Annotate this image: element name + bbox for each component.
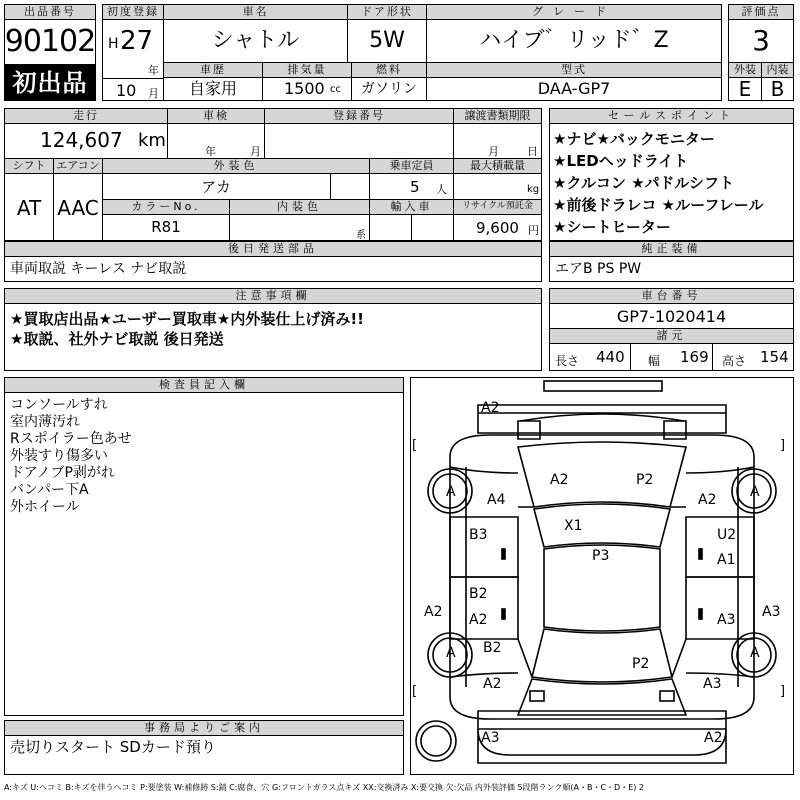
grade-value: ハイブ゛リッド゛Z xyxy=(479,28,669,53)
score-label: 評価点 xyxy=(728,4,794,20)
diagram-mark: A2 xyxy=(481,400,500,416)
diagram-mark: U2 xyxy=(717,527,737,543)
diagram-mark: B3 xyxy=(469,527,488,543)
car-name-label: 車名 xyxy=(163,4,348,20)
later-parts-value: 車両取説 キーレス ナビ取説 xyxy=(10,261,187,277)
max-load-unit: kg xyxy=(527,184,540,195)
notes-lines xyxy=(10,309,540,349)
notes-label: 注意事項欄 xyxy=(4,288,542,304)
door-value: 5W xyxy=(369,28,405,53)
roof-spoiler xyxy=(544,381,662,391)
diagram-mark: A2 xyxy=(424,604,443,620)
transfer-label: 譲渡書類期限 xyxy=(453,108,542,124)
inspector-lines xyxy=(10,397,400,516)
door-label: ドア形状 xyxy=(347,4,427,20)
diagram-mark: A xyxy=(446,484,456,500)
first-reg-era: H xyxy=(108,36,119,52)
ext-color-value: アカ xyxy=(201,178,231,196)
hood-outline xyxy=(478,405,726,433)
diagram-mark: P2 xyxy=(636,472,654,488)
diagram-mark: A xyxy=(446,645,456,661)
aircon-label: エアコン xyxy=(53,158,103,174)
car-diagram xyxy=(410,377,794,775)
max-load-label: 最大積載量 xyxy=(453,158,542,174)
fuel-value: ガソリン xyxy=(361,81,417,97)
grade-label: グレード xyxy=(426,4,722,20)
diagram-mark: A1 xyxy=(717,552,736,568)
import-label: 輸入車 xyxy=(369,199,454,215)
displacement-unit: cc xyxy=(330,84,341,95)
first-listing-badge: 初出品 xyxy=(4,65,96,101)
model-label: 型式 xyxy=(426,62,722,78)
ext-color-label: 外装色 xyxy=(102,158,370,174)
first-reg-month-unit: 月 xyxy=(148,87,159,100)
inspection-label: 車検 xyxy=(167,108,265,124)
shift-value: AT xyxy=(16,196,42,220)
diagram-mark: A2 xyxy=(483,676,502,692)
lot-label: 出品番号 xyxy=(4,4,96,20)
int-color-label: 内装色 xyxy=(229,199,370,215)
mileage-unit: km xyxy=(138,130,166,151)
chassis-value: GP7-1020414 xyxy=(616,307,727,326)
inspector-line: バンパー下A xyxy=(10,482,89,498)
first-reg-year: 27 xyxy=(120,26,154,56)
recycle-unit: 円 xyxy=(528,224,539,237)
shift-label: シフト xyxy=(4,158,54,174)
int-color-unit: 系 xyxy=(356,230,366,241)
later-parts-label: 後日発送部品 xyxy=(4,241,542,257)
bracket-mark: [ xyxy=(412,684,418,699)
bracket-mark: ] xyxy=(780,438,786,453)
selling-point: ★シートヒーター xyxy=(553,218,671,236)
history-label: 車歴 xyxy=(163,62,263,78)
color-no-value: R81 xyxy=(151,218,181,236)
diagram-mark: A3 xyxy=(762,604,781,620)
score-value: 3 xyxy=(752,24,770,57)
selling-point: ★ナビ★バックモニター xyxy=(553,130,715,148)
recycle-label: リサイクル預託金 xyxy=(453,199,542,215)
history-value: 自家用 xyxy=(188,79,237,98)
color-no-label: カラーNo. xyxy=(102,199,230,215)
inspector-line: 室内薄汚れ xyxy=(10,414,80,430)
reg-no-label: 登録番号 xyxy=(264,108,454,124)
int-label: 内装 xyxy=(761,62,794,78)
note-line: ★取説、社外ナビ取説 後日発送 xyxy=(10,330,224,348)
ext-label: 外装 xyxy=(728,62,762,78)
diagram-mark: P3 xyxy=(592,548,610,564)
genuine-label: 純正装備 xyxy=(549,241,794,257)
bracket-mark: [ xyxy=(412,438,418,453)
diagram-mark: B2 xyxy=(483,640,502,656)
model-value: DAA-GP7 xyxy=(537,79,611,98)
inspector-label: 検査員記入欄 xyxy=(4,377,404,393)
diagram-mark: A xyxy=(750,484,760,500)
capacity-label: 乗車定員 xyxy=(369,158,454,174)
diagram-mark: A2 xyxy=(550,472,569,488)
diagram-mark: A3 xyxy=(481,730,500,746)
recycle-value: 9,600 xyxy=(476,219,519,237)
fuel-label: 燃料 xyxy=(351,62,427,78)
inspector-line: ドアノブP剥がれ xyxy=(10,465,115,481)
diagram-mark: A3 xyxy=(703,676,722,692)
selling-points-list xyxy=(553,128,793,238)
capacity-unit: 人 xyxy=(436,183,447,196)
capacity-value: 5 xyxy=(410,178,420,196)
aircon-value: AAC xyxy=(57,196,99,220)
chassis-label: 車台番号 xyxy=(549,288,794,304)
inspector-line: Rスポイラー色あせ xyxy=(10,431,132,447)
lot-number: 90102 xyxy=(4,24,96,59)
diagram-mark: A2 xyxy=(698,492,717,508)
diagram-mark: A xyxy=(750,645,760,661)
office-value: 売切りスタート SDカード預り xyxy=(10,738,216,756)
diagram-mark: A2 xyxy=(469,612,488,628)
first-reg-label: 初度登録 xyxy=(102,4,164,20)
note-line: ★買取店出品★ユーザー買取車★内外装仕上げ済み!! xyxy=(10,310,365,328)
diagram-mark: A4 xyxy=(487,492,506,508)
diagram-mark: B2 xyxy=(469,586,488,602)
first-reg-month: 10 xyxy=(116,81,137,100)
diagram-mark: A3 xyxy=(717,612,736,628)
diagram-mark: A2 xyxy=(704,730,723,746)
rear-bumper xyxy=(478,711,726,729)
specs-label: 諸元 xyxy=(549,328,794,344)
selling-points-label: セールスポイント xyxy=(549,108,794,124)
legend: A:キズ U:ヘコミ B:キズを伴うヘコミ P:要塗装 W:補修跡 S:錆 C:腐食、穴 G:フロントガラス点キズ XX:交換済み X:要交換 欠:欠品 内外装評価 5段階ランク順(A・B・C・D・E) 2 xyxy=(4,783,645,792)
selling-point: ★前後ドラレコ ★ルーフレール xyxy=(553,196,764,214)
displacement-value: 1500 xyxy=(284,79,325,98)
ext-score: E xyxy=(738,77,752,101)
diagram-mark: X1 xyxy=(564,518,583,534)
car-name-value: シャトル xyxy=(211,28,300,53)
mileage-label: 走行 xyxy=(4,108,168,124)
bottom-bumper xyxy=(478,729,726,763)
mileage-value: 124,607 xyxy=(40,128,123,152)
diagram-mark: P2 xyxy=(632,656,650,672)
int-score: B xyxy=(770,77,785,101)
bracket-mark: ] xyxy=(780,684,786,699)
spare-tire xyxy=(416,721,456,761)
inspector-line: コンソールすれ xyxy=(10,397,108,413)
displacement-label: 排気量 xyxy=(262,62,352,78)
genuine-value: エアB PS PW xyxy=(555,261,642,277)
inspector-line: 外装すり傷多い xyxy=(10,448,108,464)
inspector-line: 外ホイール xyxy=(10,499,80,515)
office-label: 事務局よりご案内 xyxy=(4,720,404,736)
selling-point: ★LEDヘッドライト xyxy=(553,152,689,170)
selling-point: ★クルコン ★パドルシフト xyxy=(553,174,734,192)
first-reg-year-unit: 年 xyxy=(148,64,159,77)
